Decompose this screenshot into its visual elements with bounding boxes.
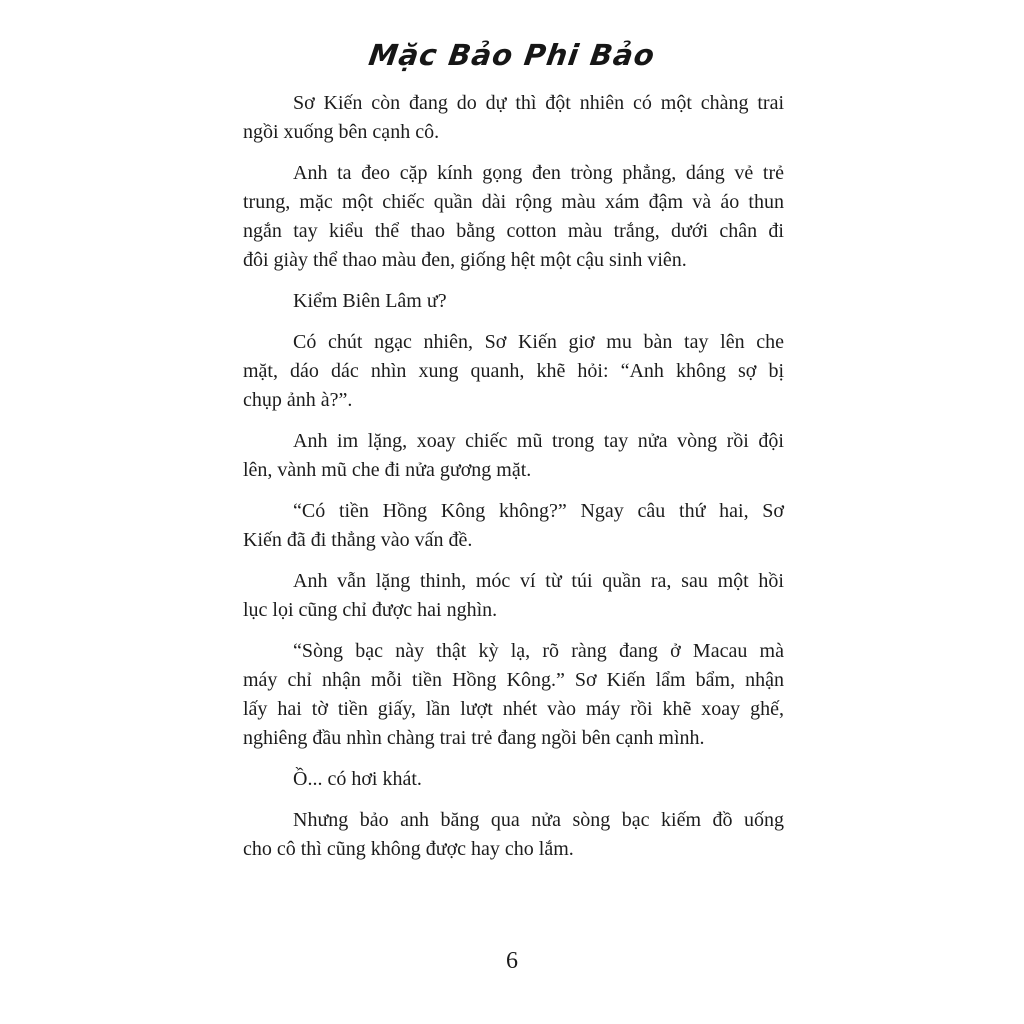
text-line: Nhưng bảo anh băng qua nửa sòng bạc kiếm đồ uống: [293, 809, 784, 831]
text-line: chụp ảnh à?”.: [243, 389, 353, 411]
text-line: lên, vành mũ che đi nửa gương mặt.: [243, 459, 532, 481]
paragraph: [243, 765, 784, 794]
text-line: nghiêng đầu nhìn chàng trai trẻ đang ngồi bên cạnh mình.: [243, 727, 705, 749]
text-line: Anh vẫn lặng thinh, móc ví từ túi quần ra, sau một hồi: [293, 570, 784, 592]
text-line: ngắn tay kiểu thể thao bằng cotton màu trắng, dưới chân đi: [243, 220, 784, 242]
book-title: Mặc Bảo Phi Bảo: [366, 38, 658, 72]
text-line: mặt, dáo dác nhìn xung quanh, khẽ hỏi: “Anh không sợ bị: [243, 360, 784, 382]
text-line: Có chút ngạc nhiên, Sơ Kiến giơ mu bàn tay lên che: [293, 331, 784, 353]
text-line: Ồ... có hơi khát.: [293, 768, 422, 790]
paragraph: [243, 159, 784, 275]
text-line: Sơ Kiến còn đang do dự thì đột nhiên có một chàng trai: [293, 92, 784, 114]
text-line: trung, mặc một chiếc quần dài rộng màu xám đậm và áo thun: [243, 191, 784, 213]
text-line: Kiến đã đi thẳng vào vấn đề.: [243, 529, 473, 551]
text-line: máy chỉ nhận mỗi tiền Hồng Kông.” Sơ Kiến lẩm bẩm, nhận: [243, 669, 784, 691]
paragraph: [243, 427, 784, 485]
text-line: lục lọi cũng chỉ được hai nghìn.: [243, 599, 498, 621]
text-line: Anh im lặng, xoay chiếc mũ trong tay nửa vòng rồi đội: [293, 430, 784, 452]
paragraph: [243, 637, 784, 753]
text-line: Kiểm Biên Lâm ư?: [293, 290, 447, 312]
text-line: “Có tiền Hồng Kông không?” Ngay câu thứ hai, Sơ: [293, 500, 784, 522]
text-line: lấy hai tờ tiền giấy, lần lượt nhét vào máy rồi khẽ xoay ghế,: [243, 698, 784, 720]
paragraph: [243, 287, 784, 316]
text-line: cho cô thì cũng không được hay cho lắm.: [243, 838, 574, 860]
text-line: đôi giày thể thao màu đen, giống hệt một cậu sinh viên.: [243, 249, 687, 271]
text-body: [243, 89, 784, 876]
paragraph: [243, 806, 784, 864]
paragraph: [243, 497, 784, 555]
text-line: ngồi xuống bên cạnh cô.: [243, 121, 440, 143]
paragraph: [243, 89, 784, 147]
text-line: “Sòng bạc này thật kỳ lạ, rõ ràng đang ở Macau mà: [293, 640, 784, 662]
paragraph: [243, 567, 784, 625]
page-number: 6: [506, 948, 518, 974]
paragraph: [243, 328, 784, 415]
text-line: Anh ta đeo cặp kính gọng đen tròng phẳng, dáng vẻ trẻ: [293, 162, 784, 184]
